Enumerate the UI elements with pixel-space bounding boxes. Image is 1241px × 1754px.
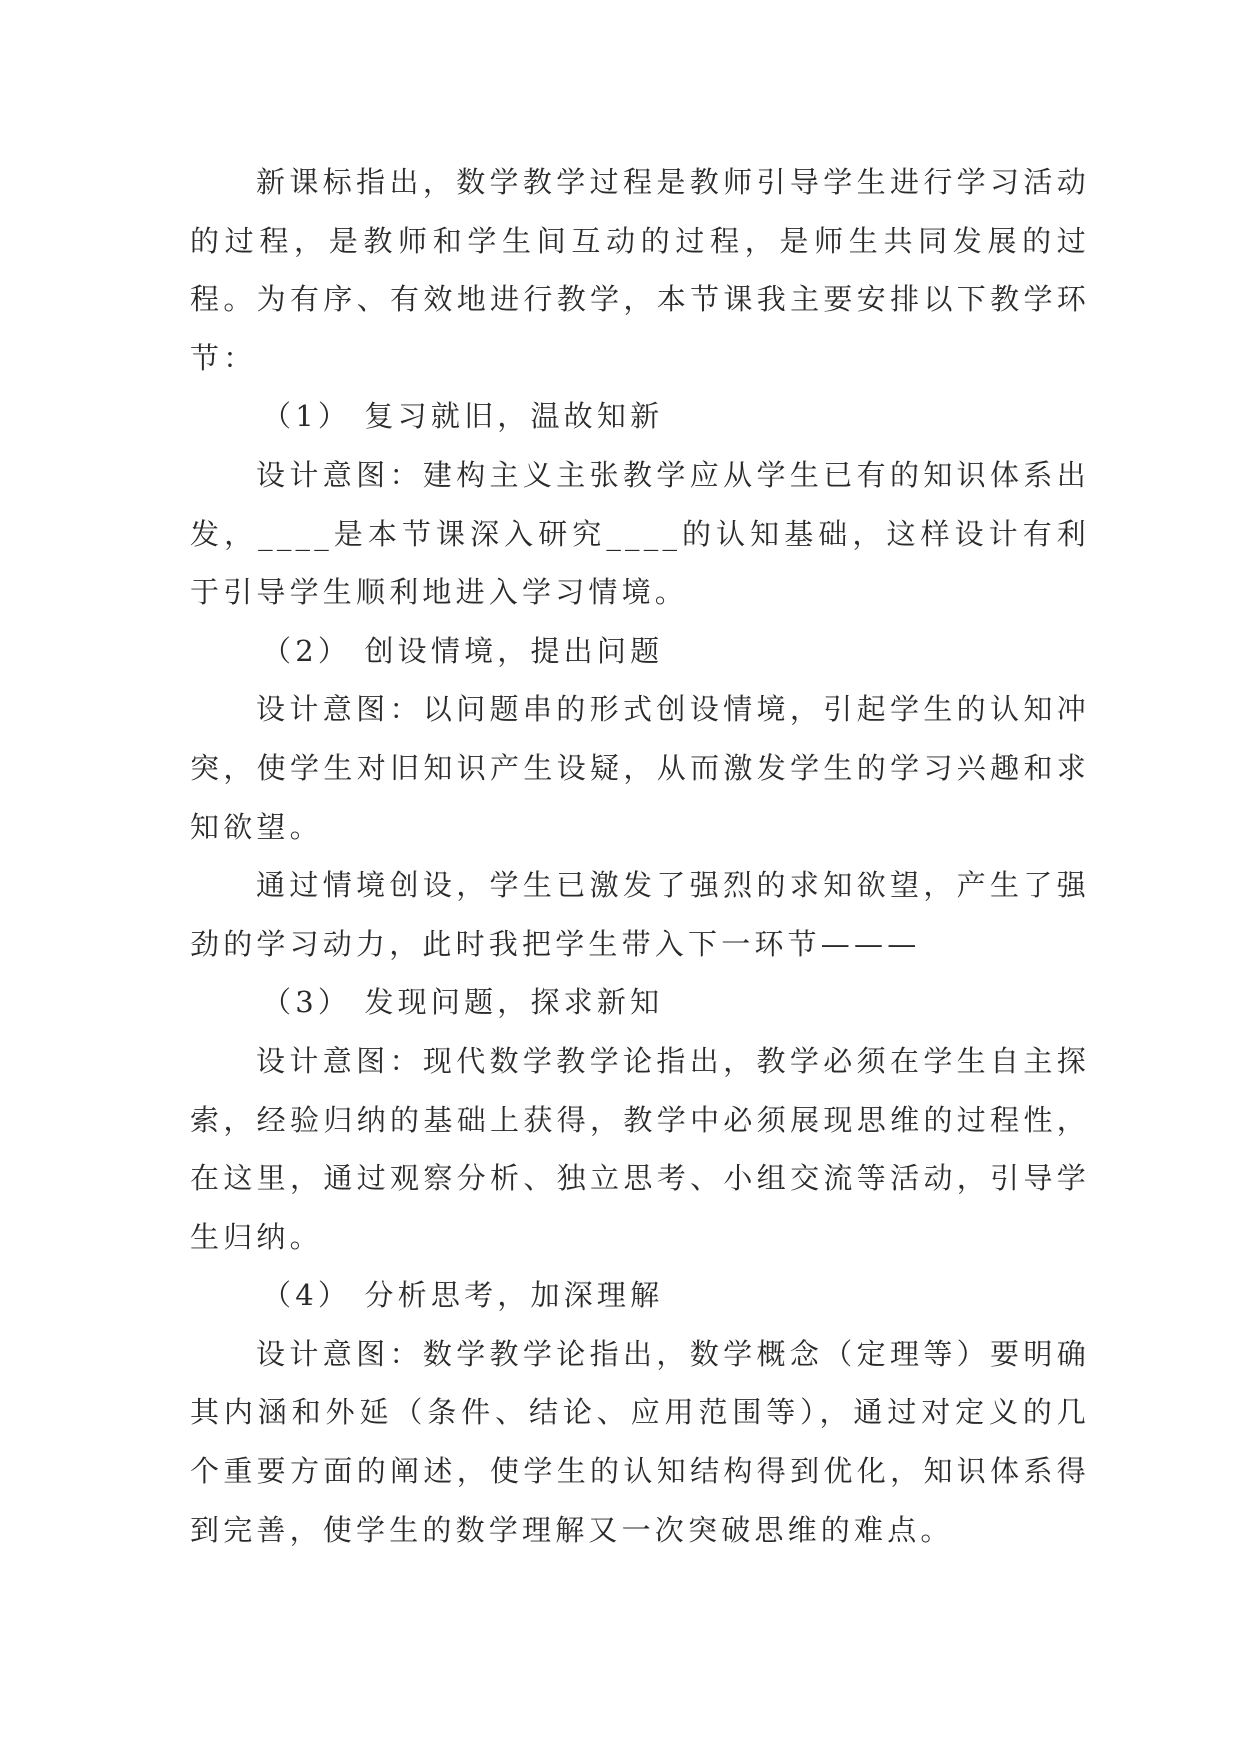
section-heading-1: （1） 复习就旧，温故知新: [262, 399, 664, 434]
section-heading-3: （3） 发现问题，探求新知: [262, 985, 664, 1020]
section-heading-4: （4） 分析思考，加深理解: [262, 1278, 664, 1313]
paragraph-intro: 新课标指出，数学教学过程是教师引导学生进行学习活动的过程，是教师和学生间互动的过程，是师生共同发展的过程。为有序、有效地进行教学，本节课我主要安排以下教学环节：: [190, 165, 1090, 375]
paragraph-design-intent-3: 设计意图：现代数学教学论指出，教学必须在学生自主探索，经验归纳的基础上获得，教学中必须展现思维的过程性，在这里，通过观察分析、独立思考、小组交流等活动，引导学生归纳。: [190, 1043, 1090, 1254]
section-heading-2: （2） 创设情境，提出问题: [262, 633, 664, 668]
paragraph-transition: 通过情境创设，学生已激发了强烈的求知欲望，产生了强劲的学习动力，此时我把学生带入下一环节———: [190, 868, 1090, 961]
paragraph-design-intent-4: 设计意图：数学教学论指出，数学概念（定理等）要明确其内涵和外延（条件、结论、应用范围等），通过对定义的几个重要方面的阐述，使学生的认知结构得到优化，知识体系得到完善，使学生的数学理解又一次突破思维的难点。: [190, 1336, 1090, 1547]
paragraph-design-intent-1: 设计意图：建构主义主张教学应从学生已有的知识体系出发，____是本节课深入研究____的认知基础，这样设计有利于引导学生顺利地进入学习情境。: [190, 457, 1090, 610]
document-body: [190, 153, 1090, 1559]
paragraph-design-intent-2: 设计意图：以问题串的形式创设情境，引起学生的认知冲突，使学生对旧知识产生设疑，从而激发学生的学习兴趣和求知欲望。: [190, 692, 1090, 844]
